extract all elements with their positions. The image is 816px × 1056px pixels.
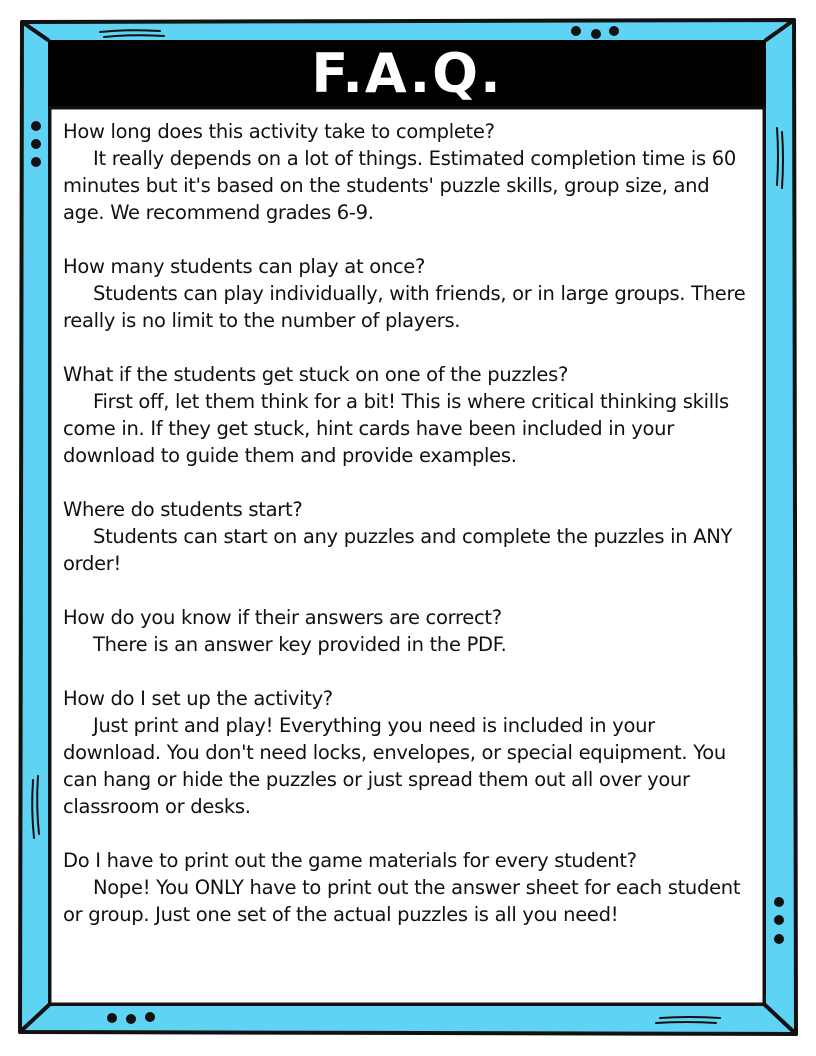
- page-title: F.A.Q.: [311, 42, 503, 105]
- faq-item: [63, 685, 755, 820]
- faq-question: How do you know if their answers are correct?: [63, 606, 502, 629]
- faq-question: Where do students start?: [63, 498, 303, 521]
- faq-item: [63, 361, 755, 469]
- faq-question: How do I set up the activity?: [63, 687, 333, 710]
- faq-item: [63, 496, 755, 577]
- faq-answer: There is an answer key provided in the PDF.: [93, 633, 507, 656]
- faq-question: How long does this activity take to complete?: [63, 120, 495, 143]
- faq-list: [63, 118, 755, 955]
- faq-item: [63, 118, 755, 226]
- faq-answer: It really depends on a lot of things. Estimated completion time is 60 minutes but it's based on the students' puzzle skills, group size, and age. We recommend grades 6-9.: [63, 147, 736, 224]
- faq-answer: First off, let them think for a bit! This is where critical thinking skills come in. If they get stuck, hint cards have been included in your download to guide them and provide examples.: [63, 390, 729, 467]
- faq-item: [63, 847, 755, 928]
- faq-question: What if the students get stuck on one of the puzzles?: [63, 363, 569, 386]
- faq-question: How many students can play at once?: [63, 255, 426, 278]
- faq-item: [63, 253, 755, 334]
- faq-answer: Just print and play! Everything you need is included in your download. You don't need locks, envelopes, or special equipment. You can hang or hide the puzzles or just spread them out all over your classroom or desks.: [63, 714, 726, 818]
- faq-question: Do I have to print out the game materials for every student?: [63, 849, 637, 872]
- faq-answer: Students can start on any puzzles and complete the puzzles in ANY order!: [63, 525, 733, 575]
- faq-item: [63, 604, 755, 658]
- faq-answer: Nope! You ONLY have to print out the answer sheet for each student or group. Just one set of the actual puzzles is all you need!: [63, 876, 741, 926]
- faq-answer: Students can play individually, with friends, or in large groups. There really is no limit to the number of players.: [63, 282, 746, 332]
